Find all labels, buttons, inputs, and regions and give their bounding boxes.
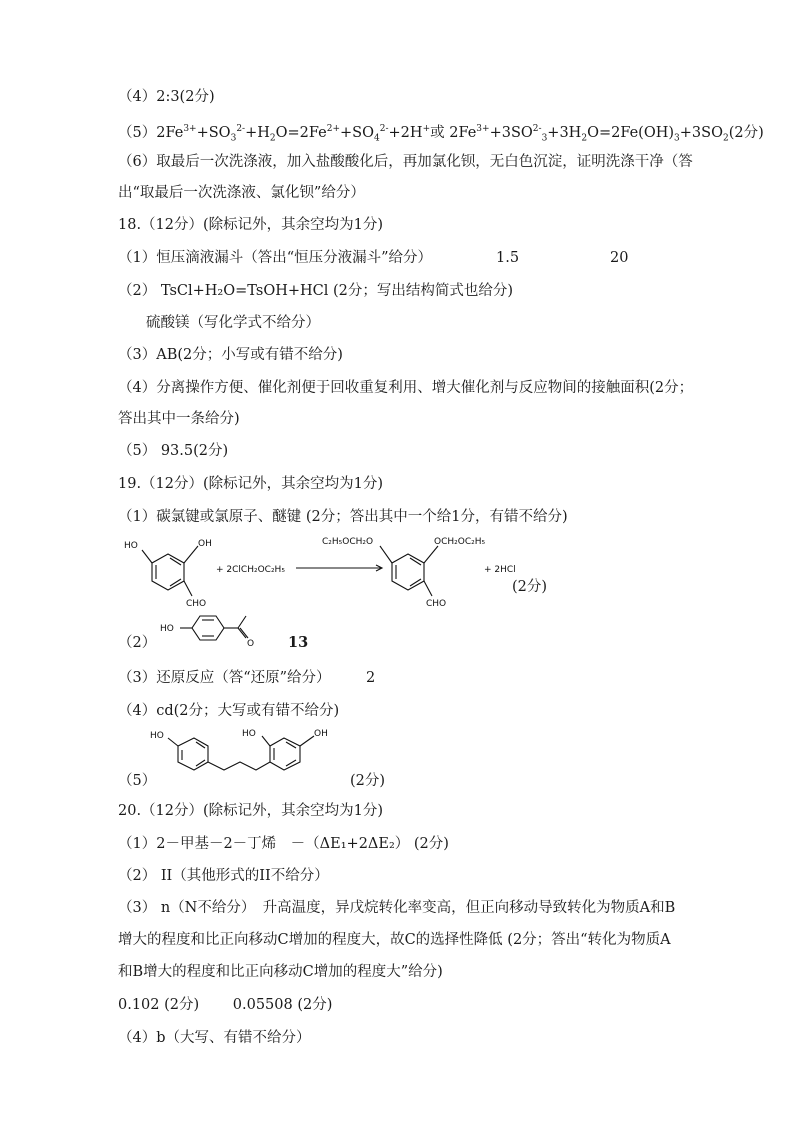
reaction-score: (2分) [512,579,548,595]
ho-label: HO [160,624,174,634]
q17-answer-4: （4）2:3(2分) [118,89,215,105]
q19-answer-2-label: （2） [118,635,157,651]
q20-answer-1: （1）2－甲基－2－丁烯 －（ΔE₁+2ΔE₂） (2分) [118,836,449,852]
product-right-substituent: OCH₂OC₂H₅ [434,537,486,547]
q17-answer-6a: （6）取最后一次洗涤液，加入盐酸酸化后，再加氯化钡，无白色沉淀，证明洗涤干净（答 [118,154,693,170]
byproduct-label: + 2HCl [484,565,516,575]
q17-answer-6b: 出“取最后一次洗涤液、氯化钡”给分） [118,185,365,201]
q19-answer-3: （3）还原反应（答“还原”给分） [118,670,331,686]
q18-heading: 18.（12分）(除标记外，其余空均为1分) [118,217,384,233]
q18-answer-4a: （4）分离操作方便、催化剂便于回收重复利用、增大催化剂与反应物间的接触面积(2分； [118,380,694,396]
reactant-ring [152,554,184,590]
product-left-substituent: C₂H₅OCH₂O [322,537,374,547]
diphenylpropane-structure [150,724,370,788]
right-oh-label: OH [314,729,328,739]
q18-answer-4b: 答出其中一条给分) [118,411,240,427]
q19-answer-1: （1）碳氯键或氯原子、醚键 (2分；答出其中一个给1分，有错不给分) [118,509,568,525]
q19-heading: 19.（12分）(除标记外，其余空均为1分) [118,476,384,492]
q18-answer-2: （2） TsCl+H₂O=TsOH+HCl (2分；写出结构简式也给分) [118,283,514,299]
q20-answer-3b: 增大的程度和比正向移动C增加的程度大，故C的选择性降低 (2分；答出“转化为物质A [118,932,671,948]
q18-answer-1: （1）恒压滴液漏斗（答出“恒压分液漏斗”给分） [118,250,433,266]
q17-answer-5: $(5)2Fe^{3+}+SO_3^{2-}+H_2O=2Fe^{2+}+SO_4^{2-}+2H^+$或 $2Fe^{3+}+3SO^{2-}_3+3H_2O=2Fe(OH)_3+3SO_2(2$分) [118,124,764,144]
q20-answer-3d: 0.102 (2分) 0.05508 (2分) [118,997,333,1013]
product-ring [392,554,424,590]
q20-answer-4: （4）b（大写、有错不给分） [118,1030,311,1046]
q20-answer-2: （2） II（其他形式的II不给分） [118,868,329,884]
q19-answer-3-number: 2 [366,670,376,686]
reactant-cho-label: CHO [186,599,207,609]
carbonyl-o-label: O [247,639,255,649]
q18-answer-5: （5） 93.5(2分) [118,443,229,459]
q18-answer-1-value2: 20 [610,250,629,266]
q20-answer-3a: （3） n（N不给分） 升高温度，异戊烷转化率变高，但正向移动导致转化为物质A和B [118,900,676,916]
q18-answer-2b: 硫酸镁（写化学式不给分） [146,315,320,331]
hydroxyacetophenone-structure [160,604,280,654]
reactant-ho-label: HO [124,541,138,551]
q18-answer-3: （3）AB(2分；小写或有错不给分) [118,347,343,363]
reactant-oh-label: OH [198,539,212,549]
left-ho-label: HO [150,731,164,741]
reagent-label: + 2ClCH₂OC₂H₅ [216,565,285,575]
q18-answer-1-value1: 1.5 [496,250,520,266]
product-cho-label: CHO [426,599,447,609]
q19-answer-2-count: 13 [288,634,309,651]
q20-heading: 20.（12分）(除标记外，其余空均为1分) [118,803,384,819]
q20-answer-3c: 和B增大的程度和比正向移动C增加的程度大”给分) [118,964,443,980]
q19-answer-5-score: (2分) [350,773,386,789]
q19-answer-5-label: （5） [118,773,157,789]
middle-ho-label: HO [242,729,256,739]
q19-answer-4: （4）cd(2分；大写或有错不给分) [118,703,340,719]
